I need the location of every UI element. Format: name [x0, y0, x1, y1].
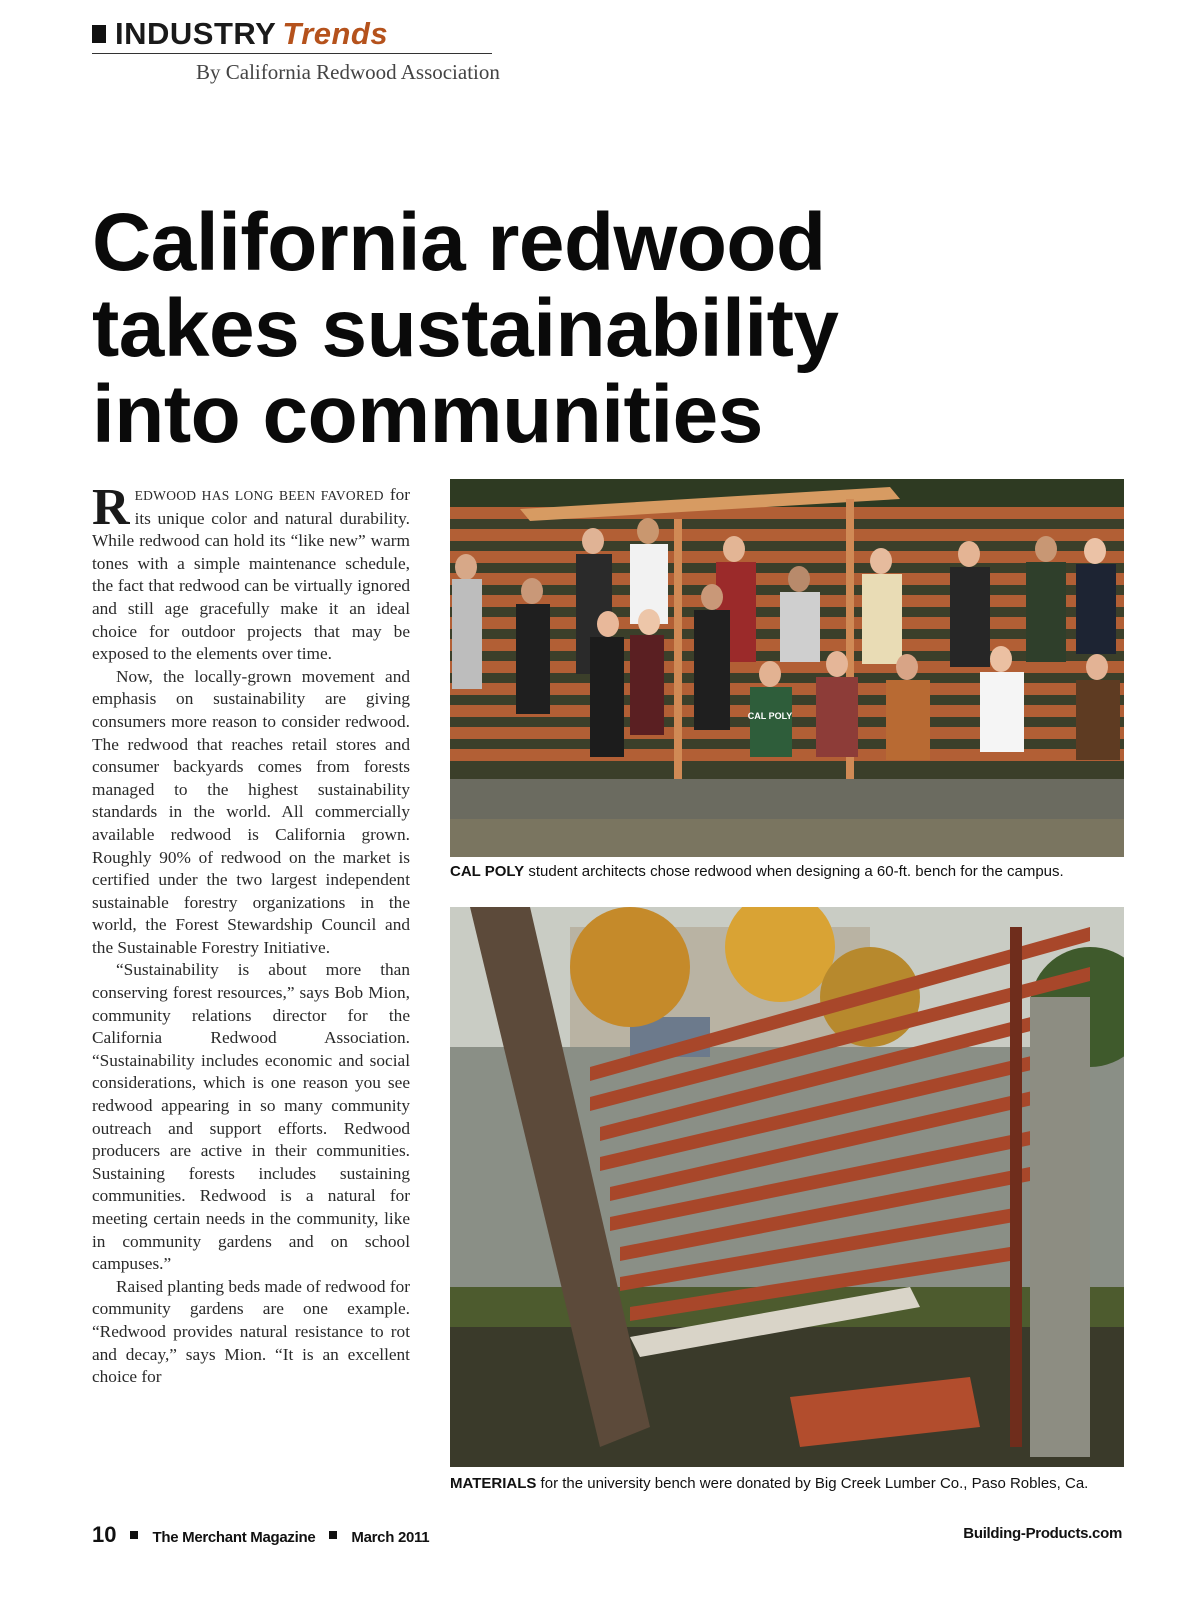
group-photo [450, 479, 1124, 857]
section-square-icon [92, 25, 106, 43]
bench-photo [450, 907, 1124, 1467]
paragraph-text: for its unique color and natural durability. While redwood can hold its “like new” warm tones with a simple maintenance schedule, the fact that redwood can be virtually ignored and still age gracefully make it an ideal choice for outdoor projects that may be exposed to the elements over time. [92, 485, 410, 664]
caption-lead: CAL POLY [450, 863, 525, 880]
article-column [92, 479, 410, 1389]
article-paragraph: Now, the locally-grown movement and emphasis on sustainability are giving consumers more reason to consider redwood. The redwood that reaches retail stores and consumer backyards comes from forests managed to the highest sustainability standards in the world. All commercially available redwood is California grown. Roughly 90% of redwood on the market is certified under the two largest independent sustainable forestry organizations in the world, the Forest Stewardship Council and the Sustainable Forestry Initiative. [92, 666, 410, 957]
caption-lead: MATERIALS [450, 1475, 537, 1492]
caption-text: student architects chose redwood when designing a 60-ft. bench for the campus. [524, 863, 1064, 880]
section-title [92, 16, 492, 52]
footer-square-icon [329, 1531, 337, 1539]
headline-line: into communities [92, 369, 763, 460]
section-label: INDUSTRY [115, 16, 277, 51]
section-accent: Trends [282, 16, 389, 51]
lead-in: EDWOOD HAS LONG BEEN FAVORED [134, 488, 384, 503]
drop-cap: R [92, 479, 130, 536]
page-number: 10 [92, 1522, 117, 1547]
footer-square-icon [130, 1531, 138, 1539]
article-paragraph: “Sustainability is about more than conserving forest resources,” says Bob Mion, community relations director for the California Redwood Association. “Sustainability includes economic and social considerations, which is one reason you see redwood appearing in so many community outreach and support efforts. Redwood producers are active in their communities. Sustaining forests includes sustaining communities. Redwood is a natural for meeting certain needs in the community, like in community gardens and on school campuses.” [92, 960, 410, 1274]
article-paragraph: Raised planting beds made of redwood for community gardens are one example. “Redwood provides natural resistance to rot and decay,” says Mion. “It is an excellent choice for [92, 1276, 410, 1387]
group-photo-image [450, 479, 1124, 857]
article-paragraph [92, 479, 410, 666]
headline [92, 197, 1132, 460]
byline: By California Redwood Association [196, 60, 500, 84]
photo-caption [450, 1475, 1150, 1492]
headline-line: California redwood [92, 197, 826, 288]
magazine-name: The Merchant Magazine [152, 1529, 316, 1546]
page-footer [92, 1522, 1122, 1550]
headline-line: takes sustainability [92, 283, 839, 374]
issue-date: March 2011 [351, 1529, 430, 1546]
section-rule [92, 53, 492, 54]
website-link[interactable]: Building-Products.com [963, 1525, 1122, 1542]
caption-text: for the university bench were donated by Big Creek Lumber Co., Paso Robles, Ca. [536, 1475, 1089, 1492]
bench-photo-image [450, 907, 1124, 1467]
shirt-text: CAL POLY [747, 711, 793, 721]
photo-caption [450, 863, 1150, 880]
section-header [92, 16, 492, 52]
